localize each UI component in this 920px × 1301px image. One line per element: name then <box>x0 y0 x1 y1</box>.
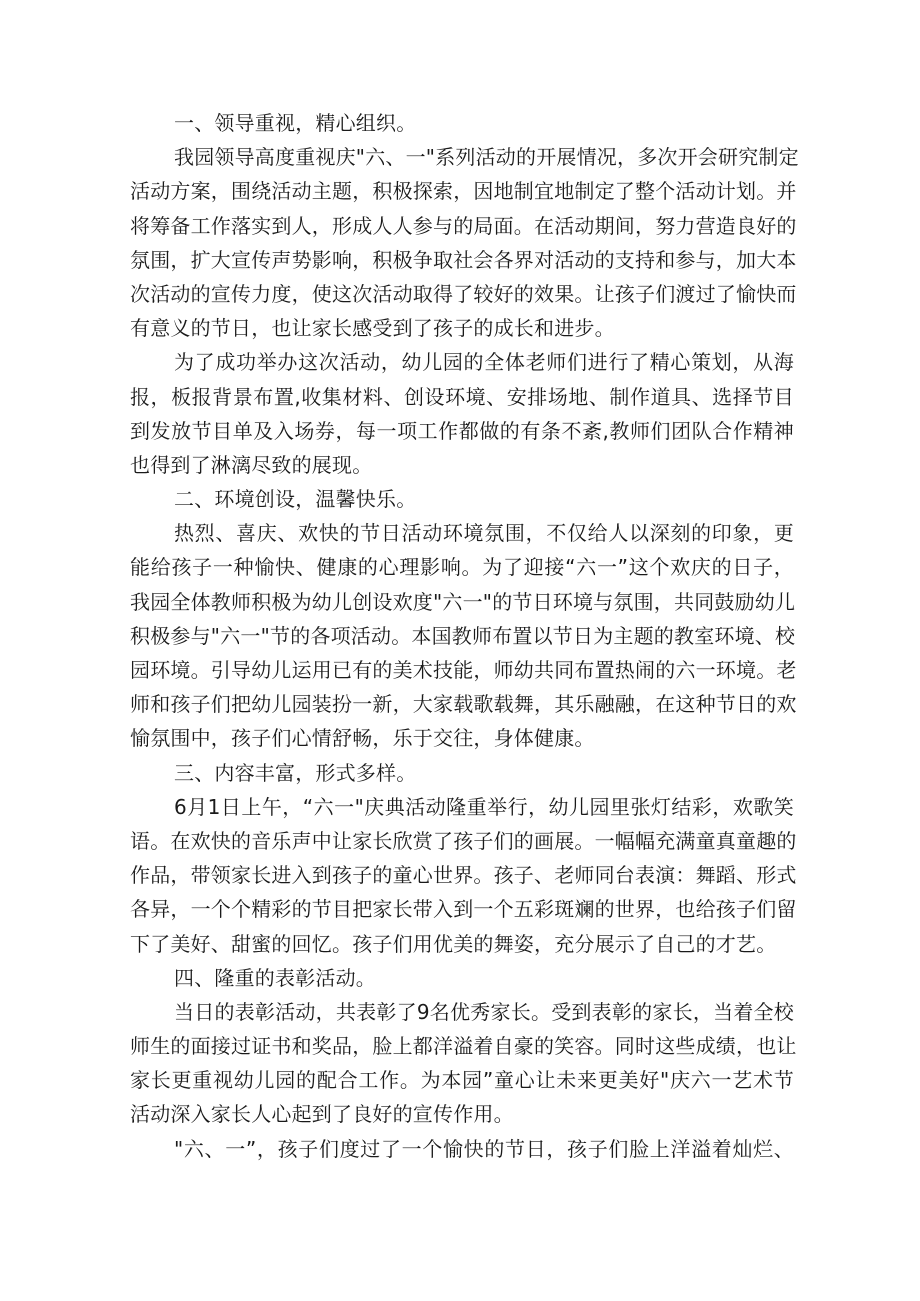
text-line: 各异，一个个精彩的节目把家长带入到一个五彩斑斓的世界，也给孩子们留 <box>130 897 797 922</box>
section-heading-1: 一、领导重视，精心组织。 <box>174 111 417 135</box>
text-line: 家长更重视幼儿园的配合工作。为本园”童心让未来更美好"庆六一艺术节 <box>130 1068 794 1093</box>
section-heading-4: 四、隆重的表彰活动。 <box>174 965 376 990</box>
paragraph-1-2 <box>130 345 794 482</box>
text-line: 师和孩子们把幼儿园装扮一新，大家载歌载舞，其乐融融，在这种节日的欢 <box>130 692 797 717</box>
section-heading-2: 二、环境创设，温馨快乐。 <box>174 487 417 512</box>
text-line: 将筹备工作落实到人，形成人人参与的局面。在活动期间，努力营造良好的 <box>130 213 797 238</box>
text-line: 报，板报背景布置,收集材料、创设环境、安排场地、制作道具、选择节目 <box>130 384 794 409</box>
paragraph-4-1 <box>130 995 797 1132</box>
section-heading-3: 三、内容丰富，形式多样。 <box>174 760 417 785</box>
text-line: 当日的表彰活动，共表彰了9名优秀家长。受到表彰的家长，当着全校 <box>174 999 794 1024</box>
text-line: 语。在欢快的音乐声中让家长欣赏了孩子们的画展。一幅幅充满童真童趣的 <box>130 828 797 853</box>
paragraph-4-2 <box>130 1132 794 1166</box>
paragraph-3-1 <box>130 790 797 961</box>
text-line: 愉氛围中，孩子们心情舒畅，乐于交往，身体健康。 <box>130 726 595 751</box>
text-line: 有意义的节日，也让家长感受到了孩子的成长和进步。 <box>130 316 615 341</box>
paragraph-2-1 <box>130 516 797 755</box>
text-line: 为了成功举办这次活动，幼儿园的全体老师们进行了精心策划，从海 <box>174 350 794 375</box>
text-line: 我园领导高度重视庆"六、一"系列活动的开展情况，多次开会研究制定 <box>174 145 799 170</box>
text-line: 我园全体教师积极为幼儿创设欢度"六一"的节日环境与氛围，共同鼓励幼儿 <box>130 589 796 614</box>
paragraph-1-1 <box>130 140 799 345</box>
text-line: 师生的面接过证书和奖品，脸上都洋溢着自豪的笑容。同时这些成绩，也让 <box>130 1034 797 1059</box>
text-line: 园环境。引导幼儿运用已有的美术技能，师幼共同布置热闹的六一环境。老 <box>130 658 797 682</box>
text-line: 到发放节目单及入场券，每一项工作都做的有条不紊,教师们团队合作精神 <box>130 418 794 443</box>
text-line: 积极参与"六一"节的各项活动。本国教师布置以节日为主题的教室环境、校 <box>130 623 796 648</box>
text-line: 热烈、喜庆、欢快的节日活动环境氛围，不仅给人以深刻的印象，更 <box>174 521 794 546</box>
text-line: 活动深入家长人心起到了良好的宣传作用。 <box>130 1102 514 1127</box>
text-line: 作品，带领家长进入到孩子的童心世界。孩子、老师同台表演：舞蹈、形式 <box>130 863 797 888</box>
document-body <box>130 106 799 1166</box>
text-line: "六、一”，孩子们度过了一个愉快的节日，孩子们脸上洋溢着灿烂、 <box>174 1136 794 1161</box>
text-line: 次活动的宣传力度，使这次活动取得了较好的效果。让孩子们渡过了愉快而 <box>130 281 797 306</box>
text-line: 能给孩子一种愉快、健康的心理影响。为了迎接“六一”这个欢庆的日子， <box>130 555 794 580</box>
text-line: 6月1日上午，“六一"庆典活动隆重举行，幼儿园里张灯结彩，欢歌笑 <box>174 794 794 819</box>
text-line: 活动方案，围绕活动主题，积极探索，因地制宜地制定了整个活动计划。并 <box>130 179 797 204</box>
text-line: 下了美好、甜蜜的回忆。孩子们用优美的舞姿，充分展示了自己的才艺。 <box>130 931 777 956</box>
text-line: 也得到了淋漓尽致的展现。 <box>130 452 373 477</box>
text-line: 氛围，扩大宣传声势影响，积极争取社会各界对活动的支持和参与，加大本 <box>130 247 797 272</box>
